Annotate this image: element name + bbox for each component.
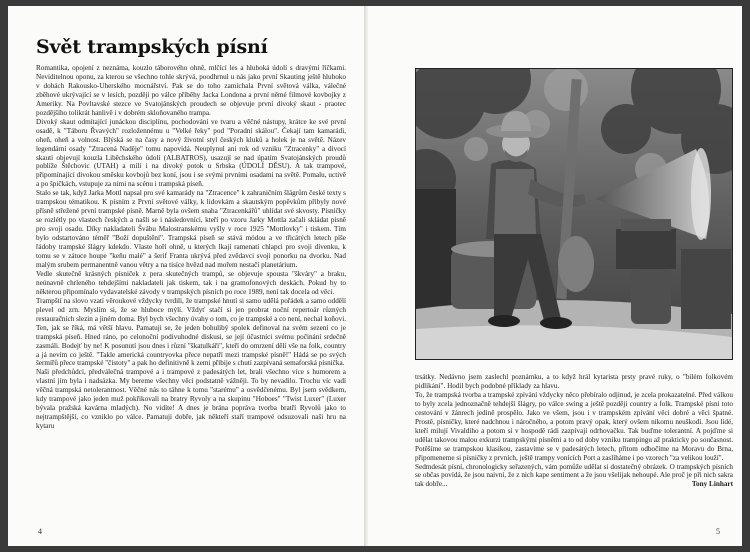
author-signature: Tony Linhart [691, 480, 733, 489]
left-paragraph-4: Vedle skutečně krásných písniček z pera skutečných trampů, se objevuje spousta "škváry" a braku, neúnavně chrleného tehdejšími nakladateli jak tiskem, tak i na gramofonových deskách. Pokud by to některou připomínalo vydavatelské závody v trampských písních po roce 1989, není tak docela od věci. [36, 269, 346, 296]
right-page [368, 6, 742, 546]
left-paragraph-2: Divoký skaut odmítající junáckou disciplínu, pochodování ve tvaru a věčné nástupy, krátce ke své první osadě, k "Táboru Řvavých" rozložennému u "Velké řeky" pod "Poradní skálou". Čekají tam kamarádi, oheň, oheň a volnost. Blýská se na časy a nový životní styl českých kluků a holek je na světě. Název legendární osady "Ztracená Naděje" tomu napovídá. Neuplynul ani rok od vzniku "Ztracenky" a divocí skauti objevují kouzla Liběchského údolí (ALBATROS), usazují se nad úpatím Svatojánských proudů poblíže Štěchovic (UTAH) a mílí i na divoký potok u Srbska (ÚDOLÍ DĚSU). A tak trampové, připomínající divokou směsku kovbojů bez koní, jsou i se svými prvními osadami na světě. Pomalu, uctivě a po špičkách, vstupuje za nimi na scénu i trampská píseň. [36, 117, 346, 189]
right-paragraph-1: trsátky. Nedávno jsem zaslechl poznámku, a to když hrál kytarista prsty pravé ruky, o "bílém folkovém pidlikání". Hodil bych podobné příklady za hlavu. [415, 373, 733, 390]
left-paragraph-1: Romantika, opojení z neznáma, kouzlo táborového ohně, mlčící les a hluboká údolí s dravými říčkami. Neviditelnou oponu, za kterou se všechno tohle skrývá, poodhrnul u nás jako první Skauting ještě hluboko v dobách Rakousko-Uherského mocnářství. Pak se do toho zamíchala První světová válka, válečné zběhové ukrývající se v lesích, později po válce příběhy Jacka Londona a první němé filmové kovbojky z Ameriky. Na Povltavské stezce ve Svatojánských proudech se objevuje první divoký skaut - praotec pozdějšího tolikrát hanlivě i v dobrém skloňovaného trampa. [36, 64, 346, 117]
right-paragraph-3 [415, 463, 733, 490]
page-title: Svět trampských písní [36, 36, 268, 58]
page-number-left: 4 [38, 527, 42, 536]
left-paragraph-5: Trampští na slovo vzatí věroukové vždycky tvrdili, že trampské hnutí si samo udělá pořádek a samo oddělí plevel od zrn. Myslím si, že se hluboce mýlí. Vždyť stačí si jen probrat noční repertoár různých restauračních slezin a jiném doma. Byl bych všechny úvahy o tom, co je trampské a co není, nechal koňovi. Ten, jak se říká, má větší hlavu. Pamatuji se, že jeden bohulibý spolek definoval na svém sezení co je trampská píseň. Hned ráno, po celonoční podivuhodné diskusi, se její účastníci svému počinání srdečně zasmáli. Bodejť by ne! K posunutí jsou dnes i různí "škatulkáři", kteří do omrzení dělí vše na folk, country a já nevím co ještě. "Takle americká countryovka přece nepatří mezi trampské písně!" Hádá se po svých šermířů přece trampské "čistoty" a pak ho definitivně k zemi přibije s chutí zazpívaná semaforská písnička. [36, 296, 346, 368]
page-number-right: 5 [716, 527, 720, 536]
tramp-photo [415, 68, 733, 360]
left-body-text [36, 64, 346, 431]
right-paragraph-3-text: Sedmdesát písní, chronologicky seřazených, vám pomůže udělat si dostatečný obrázek. O trampských písních se občas povídá, že jsou naivní, že z nich kape sentiment a že jsou všelijak nehoupé. Ale proč je při nich sakra tak dobře... [415, 462, 733, 489]
left-paragraph-6: Naši předchůdci, předválečná trampové a i trampové z padesátých let, brali všechno více s humorem a vlastní jím byla i nadsázka. My bereme všechny věci podstatně vážněji. To by nevadilo. Trochu víc vadí věčná trampská netolerantnost. Věčné nás to táhne k tomu "starému" a osvědčenému. Byl jsem svědkem, kdy trampové jako jeden muž pokřikovali na bratry Ryvoly a na skupinu "Hoboes" "Twist Luxer" (Luxer bývala pražská kavárna mladých). No vidíte! A dnes je brána popráva tvorba bratří Ryvolů jako to nejtrampštější, co vzniklo po válce. Pamatuji dobře, jak někteří staří trampové odsuzovali naši hru na kytaru [36, 368, 346, 431]
left-page [8, 6, 366, 546]
left-paragraph-3: Stalo se tak, když Jarka Mottl napsal pro své kamarády na "Ztracence" k zahraničním šlágrům české texty s trampskou tématikou. K písním z První světové války, k lidovkám a skautským popěvkům přibyly nové přísně střežené první trampské písně. Marně byla ovšem snaha "Ztracenkářů" uhlídat své skvosty. Písničky se rozlétly po vlastech českých a našli se i následovníci, kteří po vzoru Jarky Mottla začali skládat písně pro svoji osadu. Díky nakladateli Švábu Malostranskému vyšly v roce 1925 "Mottlovky" i tiskem. Tím bylo odstartováno téměř "Boží dopuštění". Trampská píseň se stává módou a ve třicátých letech píše řádoby trampské šlágry kdekdo. Vlaste hoří ohně, u kterých lkají ramenatí chlapci pro svoji dívenku, k tomu se v zátoce houpe "keňu malé" a šerif Franta ukrývá před zvědavci svoji ponorku na dvorku. Nad malým srubem permanentně vanou větry a na tisíce hvězd nad mořem nestačí planetárium. [36, 189, 346, 269]
right-paragraph-2: To, že trampská tvorba a trampské zpívání vždycky něco přebíralo odjinud, je zcela prokazatelné. Před válkou to byly zcela jednoznačně tehdejší šlágry, po válce swing a ještě později country a folk. Trampské písni toto cestování v žánrech jedině prospělo. Jako ve všem, jsou i v trampském zpívání věci dobré a věci špatné. Prostě, písničky, které nadchnou i náročného, a potom pravý opak, který ovšem nikomu neuškodí. Jsou lidé, kteří milují Vivaldiho a potom si v hospodě rádi zazpívají odrhovačku. Tak buďme tolerantní. A pojďme si udělat takovou malou exkurzi trampskými písněmi a to od doby vzniku trampingu až prakticky po současnost. Potěšíme se trampskou klasikou, zastavíme se v padesátých letech, přitom odbočíme na Moravu do Brna, připomeneme si písničky z prvních, ještě trampy vonících Port a zaslíháme i po vzorech "za velikou louží". [415, 390, 733, 462]
tramp-photo-image [416, 69, 732, 359]
right-body-text [415, 373, 733, 489]
